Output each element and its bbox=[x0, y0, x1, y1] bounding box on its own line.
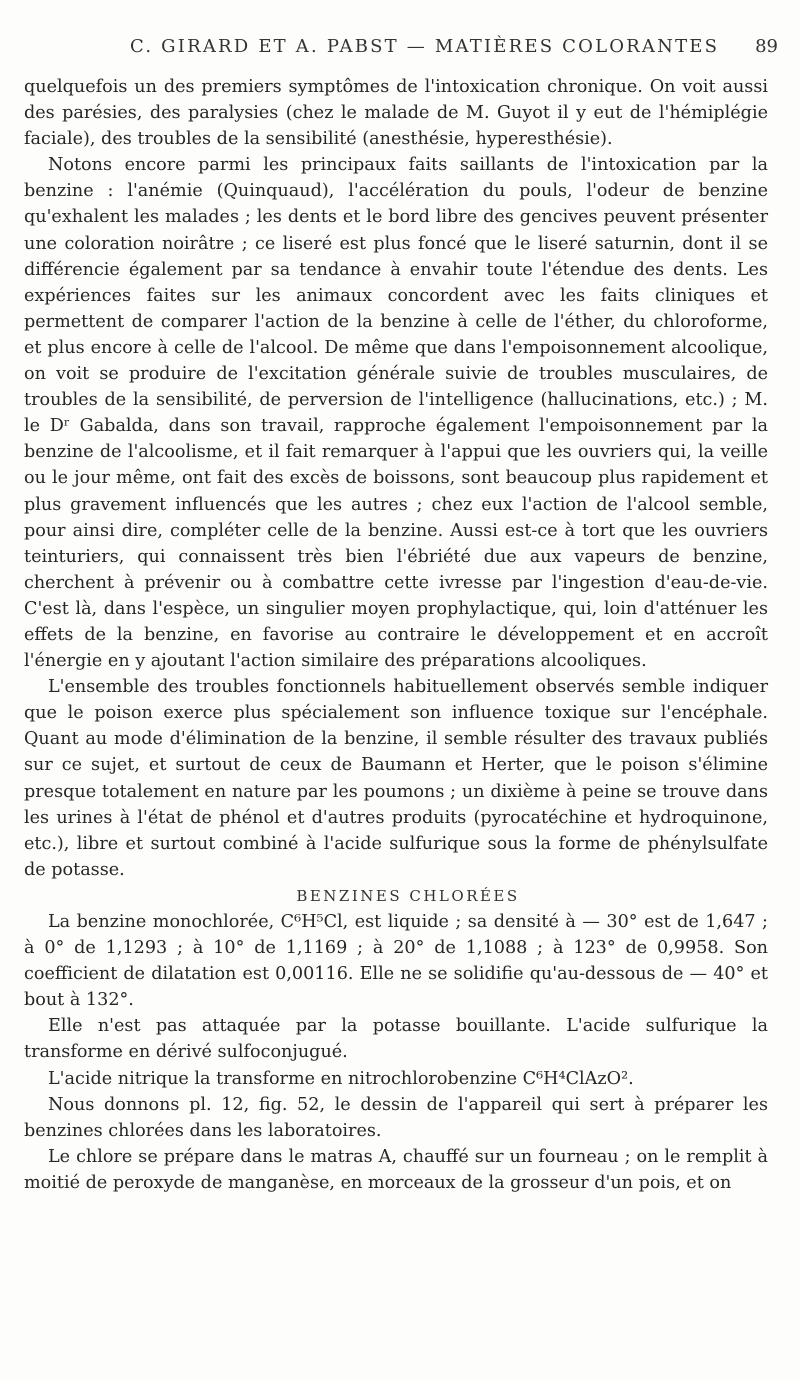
paragraph: quelquefois un des premiers symptômes de l'intoxication chronique. On voit aussi des parésies, des paralysies (chez le malade de M. Guyot il y eut de l'hémiplégie faciale), des troubles de la sensibilité (anesthésie, hyperesthésie). bbox=[24, 77, 768, 150]
paragraph: Le chlore se prépare dans le matras A, chauffé sur un fourneau ; on le remplit à moitié de peroxyde de manganèse, en morceaux de la grosseur d'un pois, et on bbox=[24, 1146, 768, 1193]
paragraph: L'acide nitrique la transforme en nitrochlorobenzine C⁶H⁴ClAzO². bbox=[48, 1068, 634, 1089]
paragraph: La benzine monochlorée, C⁶H⁵Cl, est liquide ; sa densité à — 30° est de 1,647 ; à 0° de 1,1293 ; à 10° de 1,1169 ; à 20° de 1,1088 ; à 123° de 0,9958. Son coefficient de dilatation est 0,00116. Elle ne se solidifie qu'au-dessous de — 40° et bout à 132°. bbox=[24, 912, 768, 1011]
page-number: 89 bbox=[755, 36, 778, 57]
page-body bbox=[24, 74, 768, 1196]
running-head bbox=[0, 36, 800, 66]
paragraph: Notons encore parmi les principaux faits saillants de l'intoxication par la benzine : l'anémie (Quinquaud), l'accélération du pouls, l'odeur de benzine qu'exhalent les malades ; les dents et le bord libre des gencives peuvent présenter une coloration noirâtre ; ce liseré est plus foncé que le liseré saturnin, dont il se différencie également par sa tendance à envahir toute l'étendue des dents. Les expériences faites sur les animaux concordent avec les faits cliniques et permettent de comparer l'action de la benzine à celle de l'éther, du chloroforme, et plus encore à celle de l'alcool. De même que dans l'empoisonnement alcoolique, on voit se produire de l'excitation générale suivie de troubles musculaires, de troubles de la sensibilité, de perversion de l'intelligence (hallucinations, etc.) ; M. le Dʳ Gabalda, dans son travail, rapproche également l'empoisonnement par la benzine de l'alcoolisme, et il fait remarquer à l'appui que les ouvriers qui, la veille ou le jour même, ont fait des excès de boissons, sont beaucoup plus rapidement et plus gravement influencés que les autres ; chez eux l'action de l'alcool semble, pour ainsi dire, compléter celle de la benzine. Aussi est-ce à tort que les ouvriers teinturiers, qui connaissent très bien l'ébriété due aux vapeurs de benzine, cherchent à prévenir ou à combattre cette ivresse par l'ingestion d'eau-de-vie. C'est là, dans l'espèce, un singulier moyen prophylactique, qui, loin d'atténuer les effets de la benzine, en favorise au contraire le développement et en accroît l'énergie en y ajoutant l'action similaire des préparations alcooliques. bbox=[24, 155, 768, 672]
paragraph: L'ensemble des troubles fonctionnels habituellement observés semble indiquer que le poison exerce plus spécialement son influence toxique sur l'encéphale. Quant au mode d'élimination de la benzine, il semble résulter des travaux publiés sur ce sujet, et surtout de ceux de Baumann et Herter, que le poison s'élimine presque totalement en nature par les poumons ; un dixième à peine se trouve dans les urines à l'état de phénol et d'autres produits (pyrocatéchine et hydroquinone, etc.), libre et surtout combiné à l'acide sulfurique sous la forme de phénylsulfate de potasse. bbox=[24, 677, 768, 880]
running-title: C. GIRARD ET A. PABST — MATIÈRES COLORANTES bbox=[130, 36, 720, 57]
section-title: BENZINES CHLORÉES bbox=[296, 886, 520, 905]
paragraph: Nous donnons pl. 12, fig. 52, le dessin de l'appareil qui sert à préparer les benzines chlorées dans les laboratoires. bbox=[24, 1094, 768, 1141]
paragraph: Elle n'est pas attaquée par la potasse bouillante. L'acide sulfurique la transforme en dérivé sulfoconjugué. bbox=[24, 1016, 768, 1063]
